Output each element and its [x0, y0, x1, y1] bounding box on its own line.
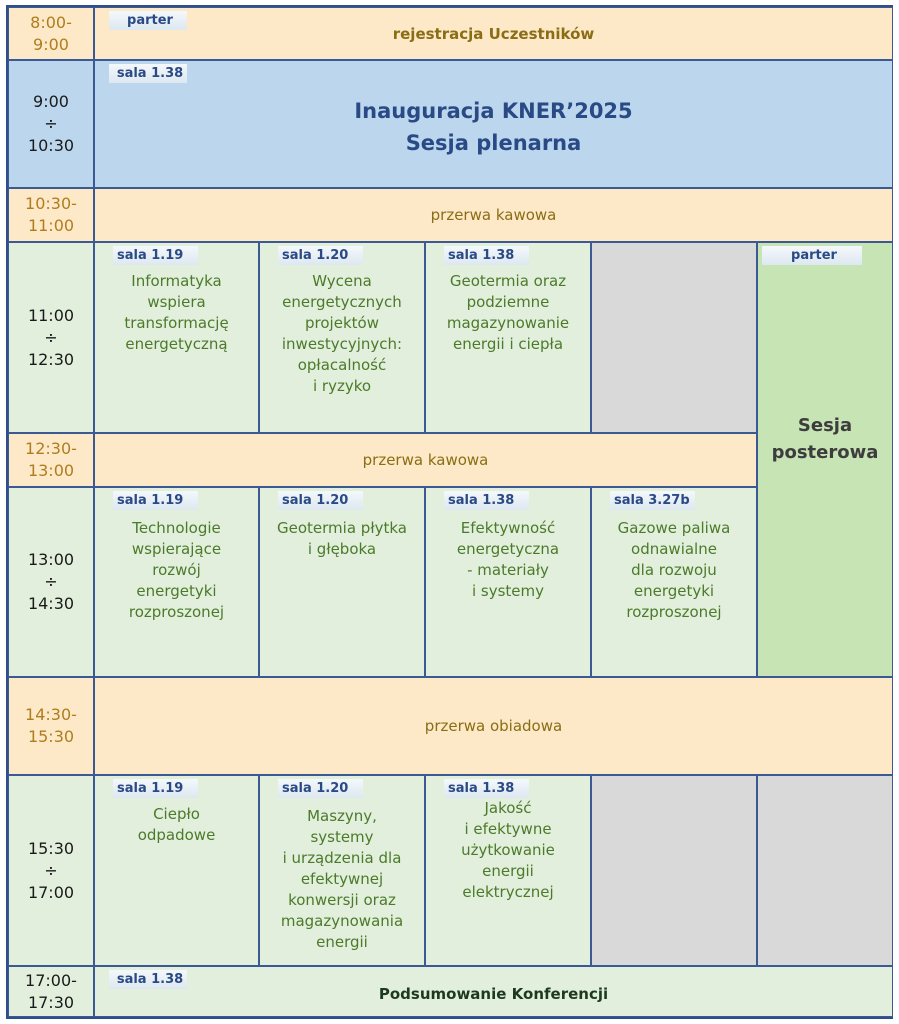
time-slot-0900 — [8, 60, 94, 188]
lunch-break-label: przerwa obiadowa — [424, 717, 563, 735]
empty-cell — [591, 775, 757, 966]
room-tag: sala 1.38 — [444, 491, 529, 510]
time-slot-1230 — [8, 433, 94, 487]
session-cell — [259, 775, 425, 966]
time-end: 9:00 — [33, 34, 69, 54]
time-end: 15:30 — [27, 727, 75, 746]
time-start: 13:00 — [27, 550, 75, 569]
session-title: Geotermia oraz podziemne magazynowanie energii i ciepła — [446, 272, 570, 353]
poster-session-cell — [757, 242, 893, 677]
coffee-break-label: przerwa kawowa — [430, 206, 557, 224]
time-slot-0800 — [8, 7, 94, 60]
registration-cell — [94, 7, 893, 60]
time-separator: ÷ — [44, 572, 58, 591]
session-cell — [591, 487, 757, 677]
time-end: 17:00 — [27, 882, 75, 902]
room-tag: sala 1.38 — [444, 779, 529, 798]
time-slot-1430 — [8, 677, 94, 775]
time-slot-1300 — [8, 487, 94, 677]
poster-title-line1: Sesja — [797, 414, 853, 436]
opening-subtitle: Sesja plenarna — [405, 131, 582, 155]
time-start: 14:30- — [25, 705, 77, 724]
room-tag: sala 1.20 — [278, 491, 363, 510]
lunch-break-cell — [94, 677, 893, 775]
time-start: 9:00 — [33, 92, 69, 111]
schedule-table — [6, 5, 893, 1019]
time-slot-1100 — [8, 242, 94, 433]
session-cell — [94, 487, 259, 677]
opening-session-cell — [94, 60, 893, 188]
time-separator: ÷ — [44, 860, 58, 880]
session-title: Maszyny, systemy i urządzenia dla efektywnej konwersji oraz magazynowania energii — [280, 807, 404, 951]
session-title: Geotermia płytka i głęboka — [277, 519, 407, 558]
session-title: Technologie wspierające rozwój energetyki rozproszonej — [128, 519, 225, 621]
session-cell — [94, 775, 259, 966]
room-tag: sala 1.19 — [113, 246, 198, 265]
room-tag: sala 1.20 — [278, 246, 363, 265]
coffee-break-cell — [94, 433, 757, 487]
empty-cell — [591, 242, 757, 433]
empty-cell — [757, 775, 893, 966]
session-title: Informatyka wspiera transformację energetyczną — [124, 272, 229, 353]
session-cell — [425, 242, 591, 433]
coffee-break-label: przerwa kawowa — [362, 451, 489, 469]
closing-label: Podsumowanie Konferencji — [378, 984, 609, 1003]
time-slot-1530 — [8, 775, 94, 966]
room-tag: sala 1.38 — [109, 64, 187, 83]
session-title: Jakość i efektywne użytkowanie energii elektrycznej — [461, 799, 555, 901]
poster-title-line2: posterowa — [771, 441, 879, 463]
time-start: 17:00- — [25, 970, 77, 990]
session-cell — [425, 775, 591, 966]
registration-label: rejestracja Uczestników — [392, 24, 595, 43]
room-tag: sala 1.38 — [109, 970, 187, 989]
session-cell — [425, 487, 591, 677]
session-title: Wycena energetycznych projektów inwestycyjnych: opłacalność i ryzyko — [281, 272, 403, 395]
session-cell — [259, 487, 425, 677]
time-separator: ÷ — [44, 114, 58, 133]
time-start: 12:30- — [25, 439, 77, 458]
time-slot-1030 — [8, 188, 94, 242]
time-end: 12:30 — [27, 349, 75, 369]
coffee-break-cell — [94, 188, 893, 242]
room-tag: sala 1.38 — [444, 246, 529, 265]
session-title: Gazowe paliwa odnawialne dla rozwoju energetyki rozproszonej — [617, 519, 731, 621]
session-cell — [259, 242, 425, 433]
time-start: 8:00- — [30, 12, 72, 32]
time-end: 17:30 — [27, 992, 75, 1012]
room-tag: sala 1.20 — [278, 779, 363, 798]
time-start: 15:30 — [27, 838, 75, 858]
time-start: 11:00 — [27, 305, 75, 325]
time-end: 14:30 — [27, 594, 75, 613]
room-tag: sala 1.19 — [113, 779, 198, 798]
time-separator: ÷ — [44, 327, 58, 347]
time-end: 13:00 — [27, 461, 75, 480]
room-tag: parter — [109, 11, 187, 30]
closing-session-cell — [94, 966, 893, 1017]
time-end: 10:30 — [27, 136, 75, 155]
session-title: Efektywność energetyczna - materiały i systemy — [456, 519, 560, 600]
room-tag: parter — [762, 246, 862, 265]
session-title: Ciepło odpadowe — [137, 805, 216, 844]
time-start: 10:30- — [25, 194, 77, 213]
opening-title: Inauguracja KNER’2025 — [354, 99, 633, 123]
time-slot-1700 — [8, 966, 94, 1017]
time-end: 11:00 — [27, 216, 75, 235]
room-tag: sala 3.27b — [610, 491, 695, 510]
room-tag: sala 1.19 — [113, 491, 198, 510]
session-cell — [94, 242, 259, 433]
